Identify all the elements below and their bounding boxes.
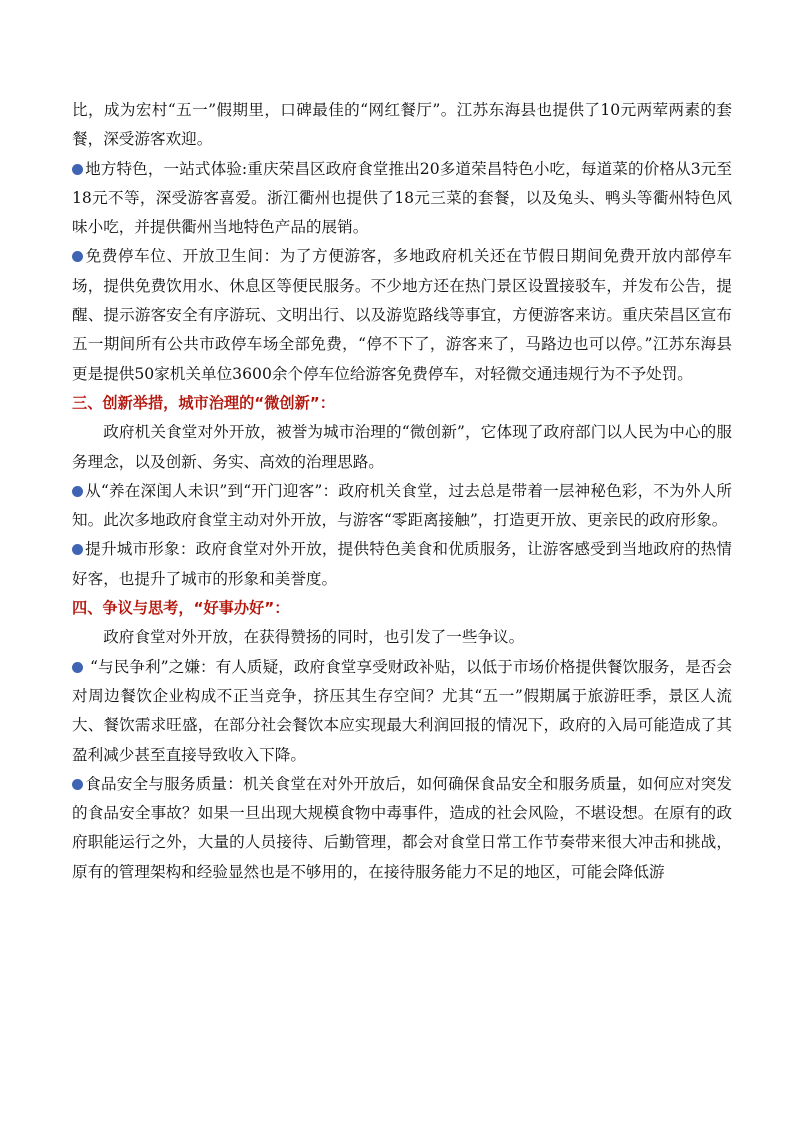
bullet-text: 食品安全与服务质量：机关食堂在对外开放后，如何确保食品安全和服务质量，如何应对突发的食品安全事故？如果一旦出现大规模食物中毒事件，造成的社会风险，不堪设想。在原有的政府职能运行之外，大量的人员接待、后勤管理，都会对食堂日常工作节奏带来很大冲击和挑战，原有的管理架构和经验显然也是不够用的，在接待服务能力不足的地区，可能会降低游 (72, 774, 732, 881)
document-page (72, 96, 732, 887)
bullet-dot-icon (72, 779, 83, 790)
section-heading-innovation: 三、创新举措，城市治理的“微创新”： (72, 393, 335, 412)
bullet-dot-icon (72, 662, 83, 673)
section-heading-controversy: 四、争议与思考，“好事办好”： (72, 599, 290, 618)
paragraph-innovation-intro: 政府机关食堂对外开放，被誉为城市治理的“微创新”，它体现了政府部门以人民为中心的服务理念，以及创新、务实、高效的治理思路。 (72, 423, 732, 471)
bullet-free-parking (72, 242, 732, 388)
paragraph-continuation: 比，成为宏村“五一”假期里，口碑最佳的“网红餐厅”。江苏东海县也提供了10元两荤两素的套餐，深受游客欢迎。 (72, 101, 732, 149)
bullet-text: “与民争利”之嫌：有人质疑，政府食堂享受财政补贴，以低于市场价格提供餐饮服务，是否会对周边餐饮企业构成不正当竞争，挤压其生存空间？尤其“五一”假期属于旅游旺季，景区人流大、餐饮需求旺盛，在部分社会餐饮本应实现最大利润回报的情况下，政府的入局可能造成了其盈利减少甚至直接导致收入下降。 (72, 657, 732, 764)
bullet-city-image (72, 535, 732, 594)
bullet-text: 提升城市形象：政府食堂对外开放，提供特色美食和优质服务，让游客感受到当地政府的热情好客，也提升了城市的形象和美誉度。 (72, 540, 732, 588)
bullet-dot-icon (72, 544, 83, 555)
bullet-competition (72, 653, 732, 770)
bullet-dot-icon (72, 486, 83, 497)
paragraph-controversy-intro: 政府食堂对外开放，在获得赞扬的同时，也引发了一些争议。 (103, 628, 525, 647)
bullet-text: 从“养在深闺人未识”到“开门迎客”：政府机关食堂，过去总是带着一层神秘色彩，不为外人所知。此次多地政府食堂主动对外开放，与游客“零距离接触”，打造更开放、更亲民的政府形象。 (72, 481, 732, 530)
bullet-food-safety (72, 770, 732, 887)
bullet-dot-icon (72, 251, 83, 262)
bullet-text: 地方特色，一站式体验:重庆荣昌区政府食堂推出20多道荣昌特色小吃，每道菜的价格从3元至18元不等，深受游客喜爱。浙江衢州也提供了18元三菜的套餐，以及兔头、鸭头等衢州特色风味小吃，并提供衢州当地特色产品的展销。 (72, 159, 732, 237)
bullet-text: 免费停车位、开放卫生间：为了方便游客，多地政府机关还在节假日期间免费开放内部停车场，提供免费饮用水、休息区等便民服务。不少地方还在热门景区设置接驳车，并发布公告，提醒、提示游客安全有序游玩、文明出行、以及游览路线等事宜，方便游客来访。重庆荣昌区宣布五一期间所有公共市政停车场全部免费，“停不下了，游客来了，马路边也可以停。”江苏东海县更是提供50家机关单位3600余个停车位给游客免费停车，对轻微交通违规行为不予处罚。 (72, 247, 732, 383)
bullet-dot-icon (72, 164, 83, 175)
bullet-local-specialty (72, 155, 732, 243)
bullet-open-door (72, 477, 732, 536)
